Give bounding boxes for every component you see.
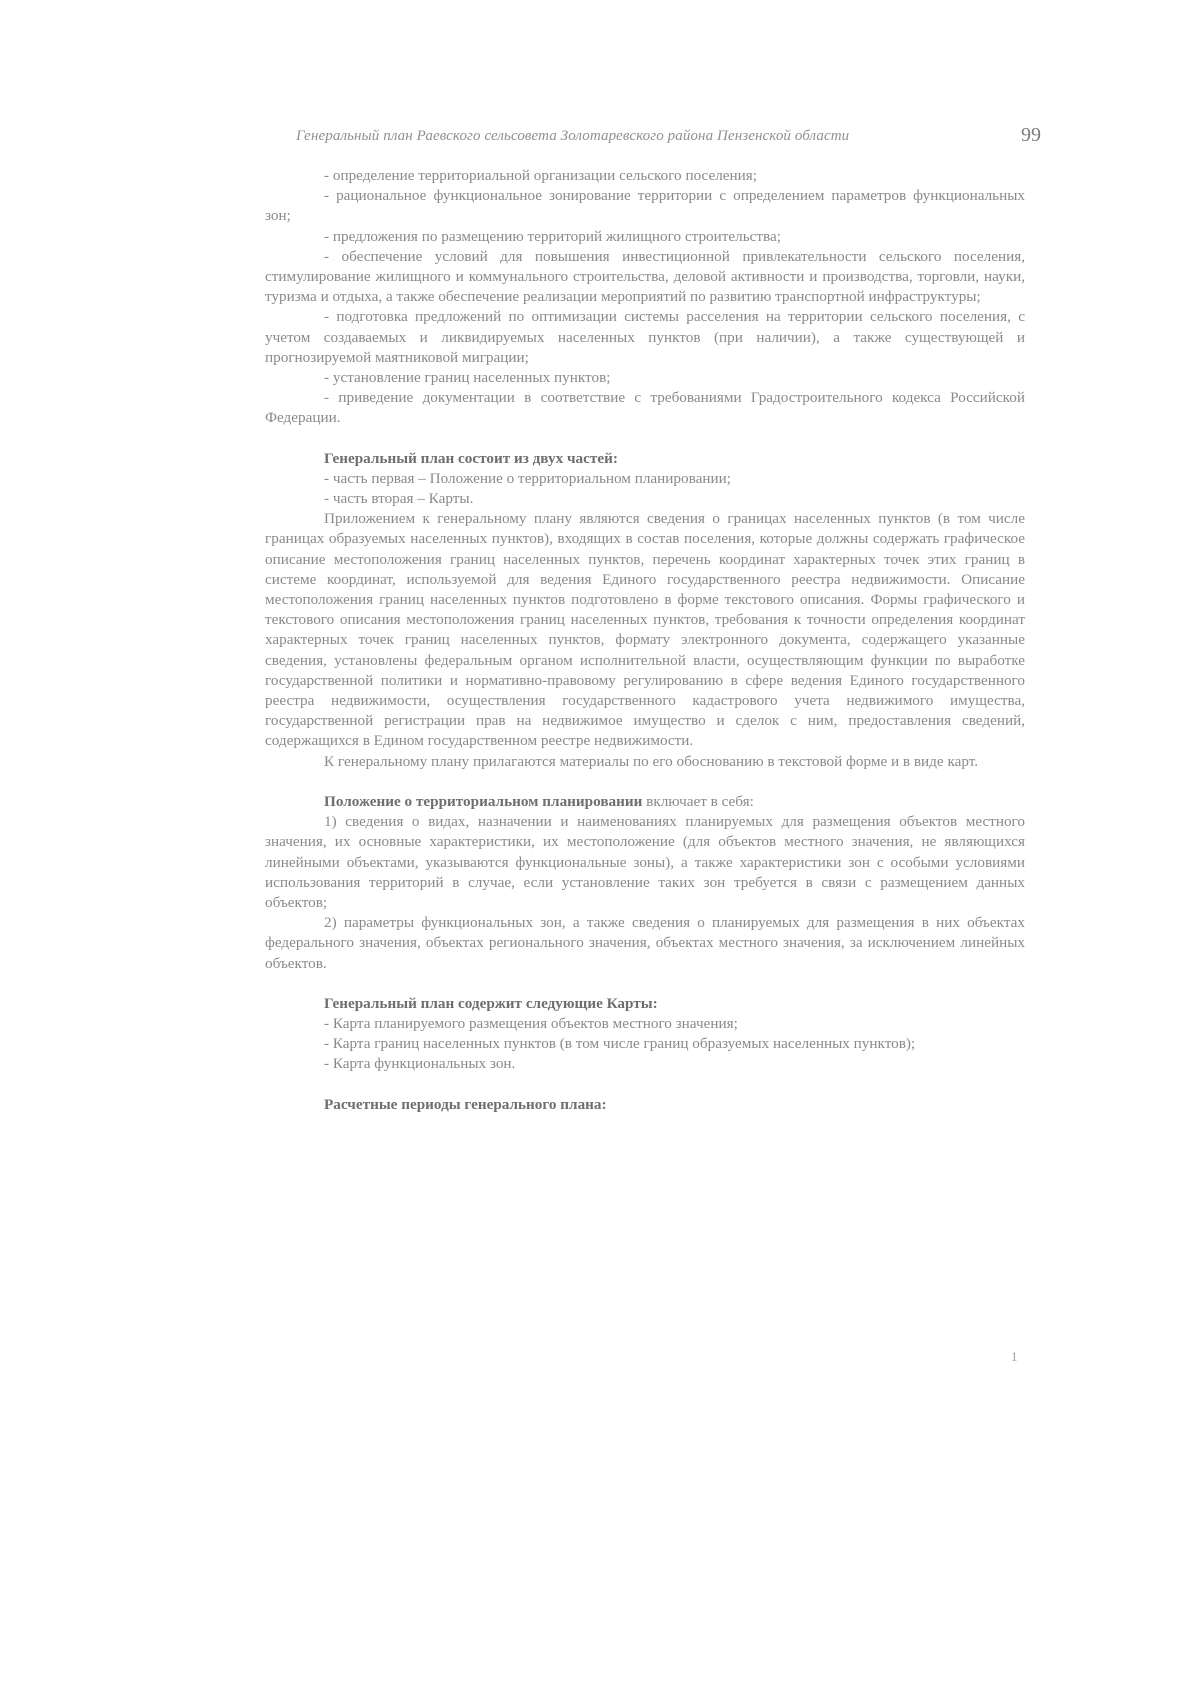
list-item: - часть вторая – Карты. [324, 490, 474, 508]
page-number: 99 [1021, 124, 1041, 146]
footer-mark: 1 [1011, 1349, 1018, 1364]
list-item: - приведение документации в соответствие с требованиями Градостроительного кодекса Российской Федерации. [265, 389, 1025, 427]
body-text [265, 166, 1025, 1115]
section-heading-parts: Генеральный план состоит из двух частей: [324, 449, 618, 467]
list-item: - Карта функциональных зон. [324, 1055, 516, 1073]
list-item: - рациональное функциональное зонирование территории с определением параметров функциональных зон; [265, 187, 1025, 225]
spacer [265, 1075, 1025, 1095]
spacer [265, 429, 1025, 449]
list-item: - обеспечение условий для повышения инвестиционной привлекательности сельского поселения, стимулирование жилищного и коммунального строительства, деловой активности и производства, торговли, науки, туризма и отдыха, а также обеспечение реализации мероприятий по развитию транспортной инфраструктуры; [265, 247, 1025, 306]
paragraph: 2) параметры функциональных зон, а также сведения о планируемых для размещения в них объектах федерального значения, объектах регионального значения, объектах местного значения, за исключением линейных объектов. [265, 914, 1025, 972]
list-item: - Карта планируемого размещения объектов местного значения; [324, 1014, 738, 1032]
section-heading-maps: Генеральный план содержит следующие Карты: [324, 994, 658, 1012]
section-heading-tail: включает в себя: [642, 792, 754, 810]
list-item: - часть первая – Положение о территориальном планировании; [324, 469, 731, 487]
paragraph: 1) сведения о видах, назначении и наименованиях планируемых для размещения объектов местного значения, их основные характеристики, их местоположение (для объектов местного значения, не являющихся линейными объектами, указываются функциональные зоны), а также характеристики зон с особыми условиями использования территорий в случае, если установление таких зон требуется в связи с размещением данных объектов; [265, 813, 1025, 911]
paragraph: Приложением к генеральному плану являются сведения о границах населенных пунктов (в том числе границах образуемых населенных пунктов), входящих в состав поселения, которые должны содержать графическое описание местоположения границ населенных пунктов, перечень координат характерных точек этих границ в системе координат, используемой для ведения Единого государственного реестра недвижимости. Описание местоположения границ населенных пунктов подготовлено в форме текстового описания. Формы графического и текстового описания местоположения границ населенных пунктов, требования к точности определения координат характерных точек границ населенных пунктов, формату электронного документа, содержащего указанные сведения, установлены федеральным органом исполнительной власти, осуществляющим функции по выработке государственной политики и нормативно-правовому регулированию в сфере ведения Единого государственного реестра недвижимости, осуществления государственного кадастрового учета недвижимого имущества, государственной регистрации прав на недвижимое имущество и сделок с ним, предоставления сведений, содержащихся в Едином государственном реестре недвижимости. [265, 510, 1025, 750]
section-heading-periods: Расчетные периоды генерального плана: [324, 1095, 607, 1113]
list-item: - предложения по размещению территорий жилищного строительства; [324, 227, 781, 245]
list-item: - подготовка предложений по оптимизации системы расселения на территории сельского поселения, с учетом создаваемых и ликвидируемых населенных пунктов (при наличии), а также существующей и прогнозируемой маятниковой миграции; [265, 308, 1025, 366]
section-heading-bold: Положение о территориальном планировании [324, 792, 643, 810]
running-header: Генеральный план Раевского сельсовета Золотаревского района Пензенской области [296, 128, 850, 144]
section-heading-regulation [265, 792, 1025, 812]
list-item: - Карта границ населенных пунктов (в том числе границ образуемых населенных пунктов); [324, 1035, 916, 1053]
list-item: - установление границ населенных пунктов; [324, 369, 611, 387]
spacer [265, 974, 1025, 994]
list-item: - определение территориальной организации сельского поселения; [324, 167, 757, 184]
paragraph: К генеральному плану прилагаются материалы по его обоснованию в текстовой форме и в виде карт. [324, 752, 979, 770]
spacer [265, 772, 1025, 792]
